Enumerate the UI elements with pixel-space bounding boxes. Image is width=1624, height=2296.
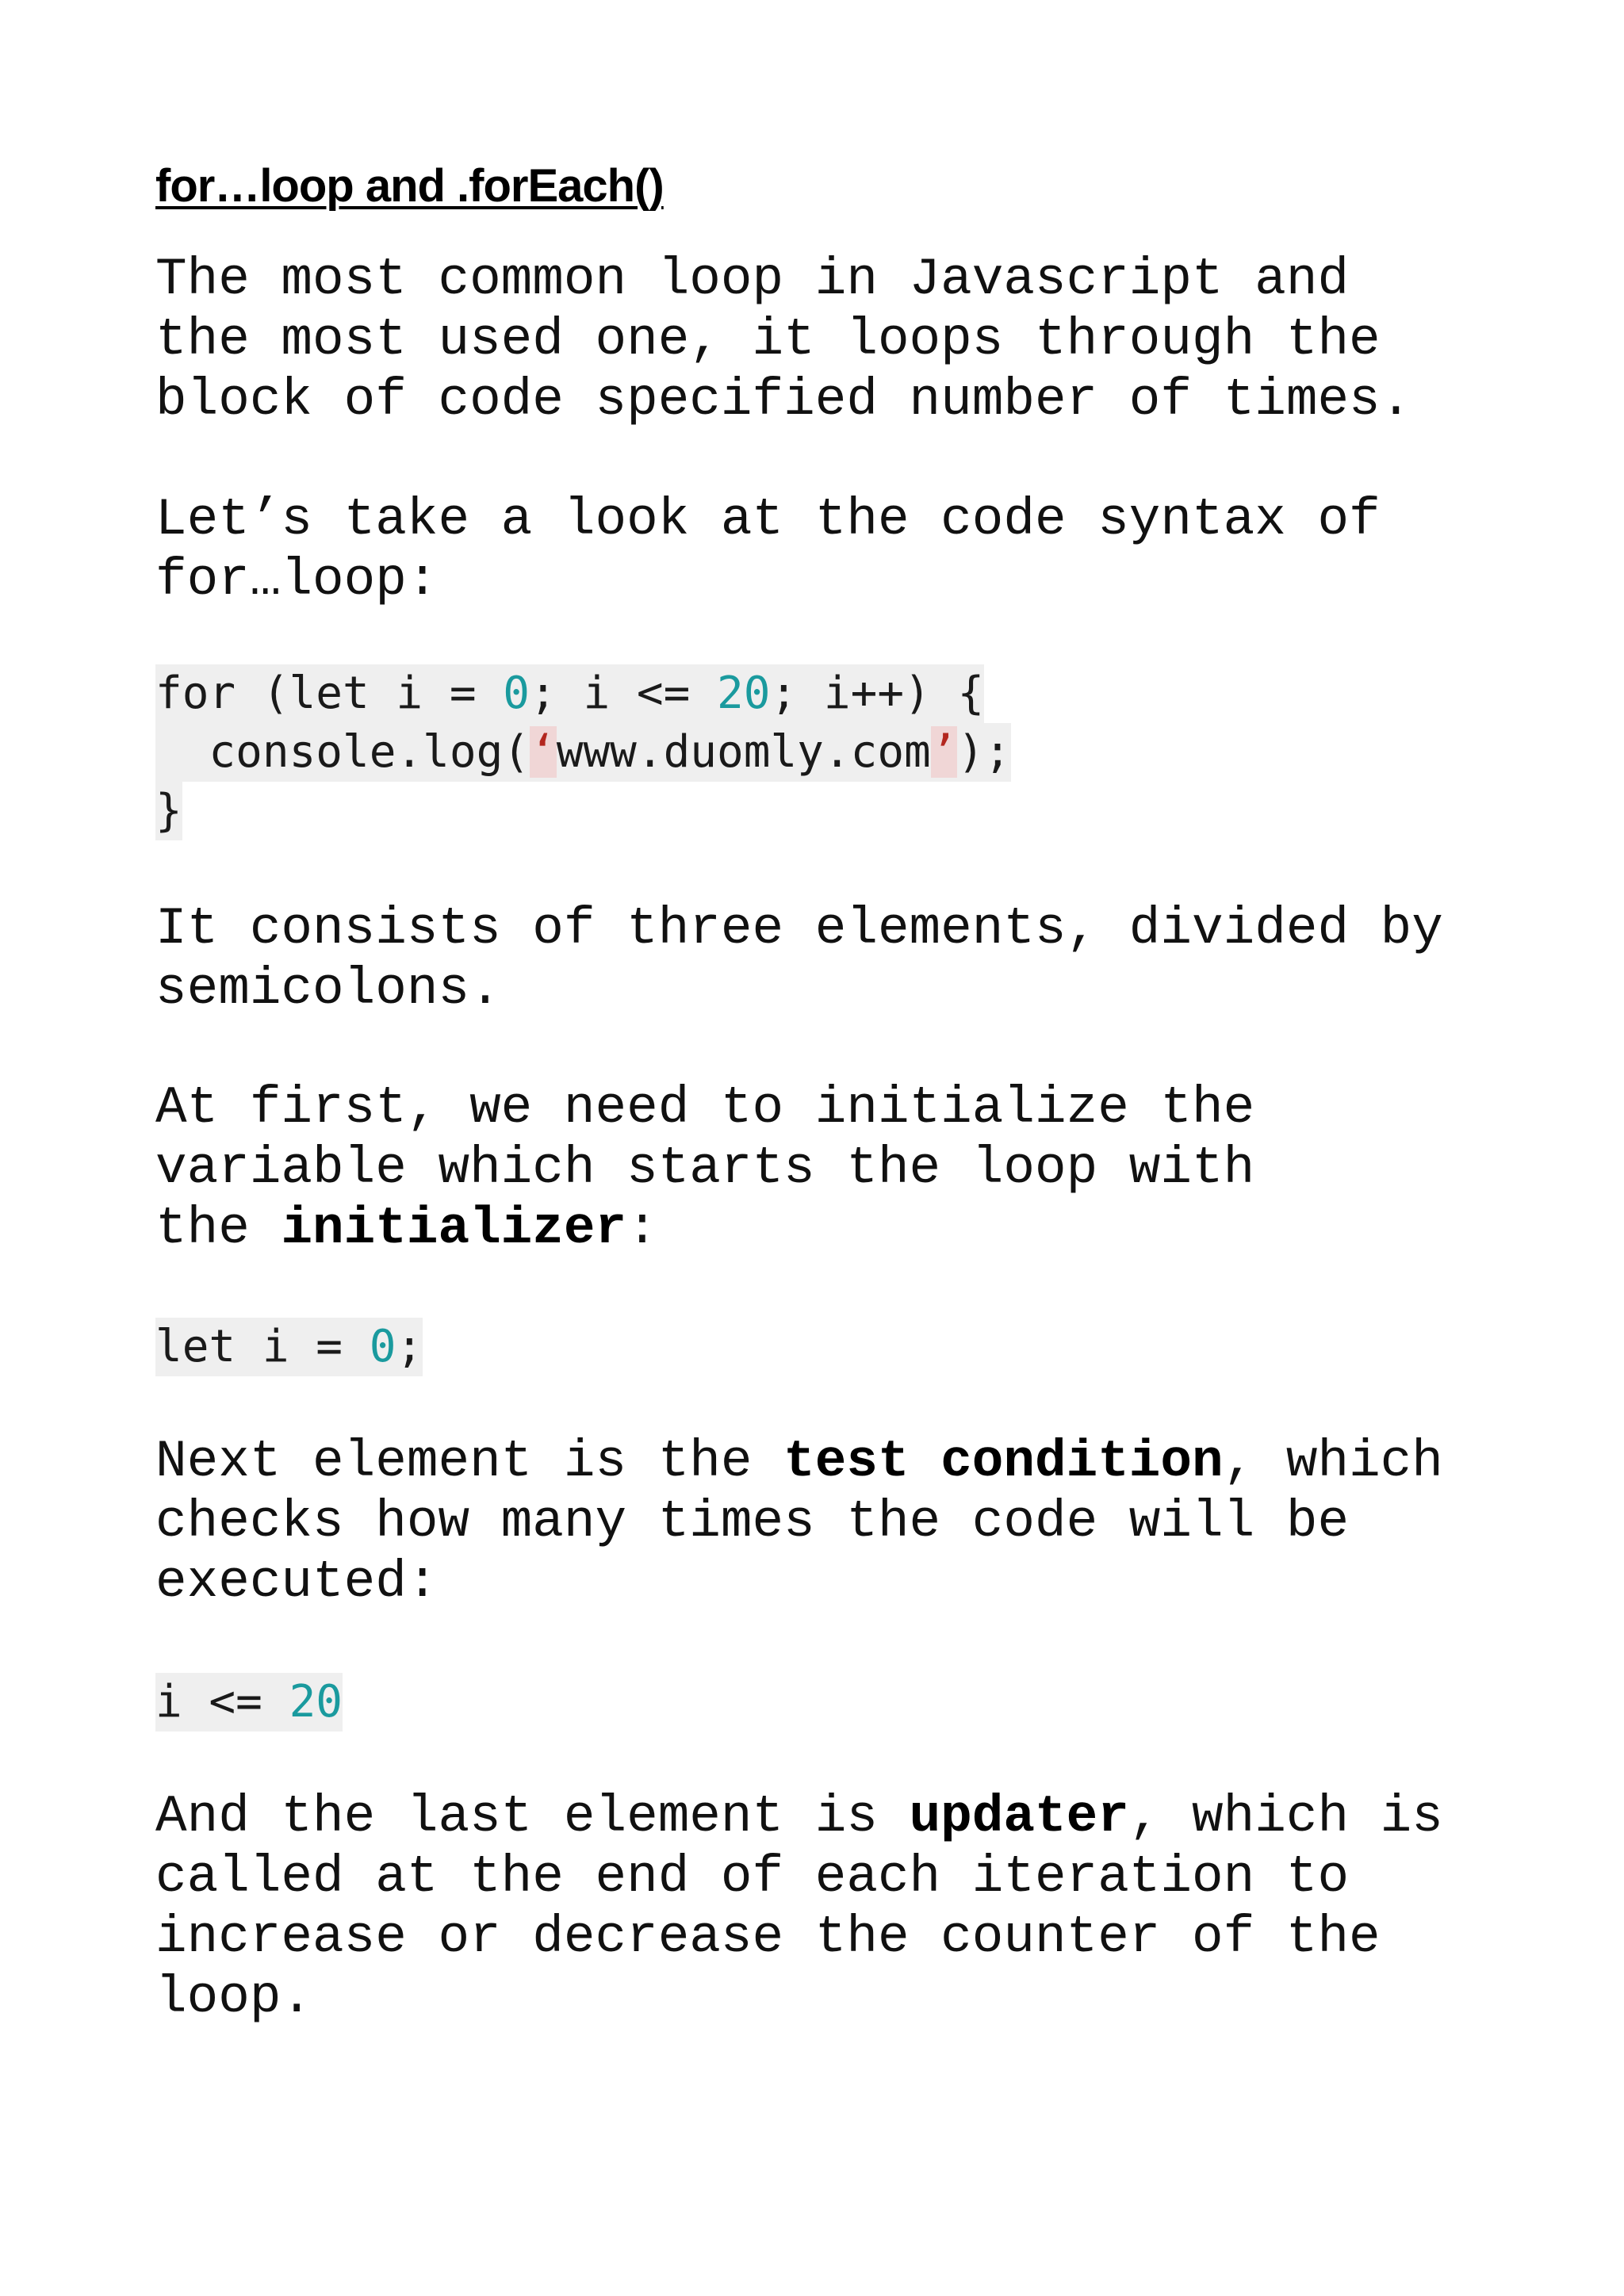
test-line-1 — [155, 1432, 1443, 1491]
syntax-intro-paragraph — [155, 490, 1381, 610]
updater-line-3: increase or decrease the counter of the — [155, 1908, 1381, 1967]
intro-line-2: the most used one, it loops through the — [155, 310, 1381, 369]
text: : — [626, 1199, 658, 1258]
code-number: 20 — [717, 668, 771, 719]
code-number: 0 — [369, 1321, 396, 1372]
syntax-intro-line-1: Let’s take a look at the code syntax of — [155, 490, 1381, 549]
code-line-1 — [155, 664, 984, 723]
code-text: i <= — [155, 1676, 289, 1728]
initializer-line-2: variable which starts the loop with — [155, 1138, 1255, 1198]
code-text: ; — [396, 1321, 423, 1372]
bold-term-initializer: initializer — [281, 1199, 627, 1258]
code-quote-close: ’ — [930, 726, 958, 778]
elements-line-1: It consists of three elements, divided by — [155, 899, 1443, 959]
elements-intro-paragraph — [155, 899, 1443, 1020]
text: And the last element is — [155, 1787, 910, 1846]
text: the — [155, 1199, 282, 1258]
code-quote-open: ‘ — [530, 726, 557, 778]
initializer-line-3 — [155, 1199, 658, 1258]
updater-line-4: loop. — [155, 1968, 313, 2027]
text: Next element is the — [155, 1432, 784, 1491]
initializer-line-1: At first, we need to initialize the — [155, 1078, 1255, 1138]
elements-line-2: semicolons. — [155, 959, 501, 1019]
intro-line-3: block of code specified number of times. — [155, 370, 1412, 430]
updater-paragraph — [155, 1787, 1443, 2028]
section-heading: for…loop and .forEach() — [155, 160, 664, 212]
code-line-3: } — [155, 782, 182, 840]
code-number: 20 — [289, 1676, 343, 1728]
code-line-2 — [155, 723, 1011, 782]
intro-paragraph — [155, 250, 1411, 430]
condition-code — [155, 1673, 343, 1732]
code-text: let i = — [155, 1321, 370, 1372]
test-line-2: checks how many times the code will be — [155, 1492, 1350, 1552]
test-condition-paragraph — [155, 1432, 1443, 1613]
code-text: for (let i = — [155, 668, 504, 719]
initializer-paragraph — [155, 1078, 1254, 1259]
updater-line-1 — [155, 1787, 1443, 1846]
text: , which is — [1128, 1787, 1443, 1846]
for-loop-code-block — [155, 664, 1011, 840]
cond-code-line — [155, 1673, 343, 1732]
bold-term-updater: updater — [909, 1787, 1129, 1846]
bold-term-test-condition: test condition — [783, 1432, 1224, 1491]
init-code-line — [155, 1318, 423, 1376]
initializer-code — [155, 1318, 423, 1376]
text: , which — [1223, 1432, 1443, 1491]
code-text: console.log( — [155, 726, 530, 778]
code-number: 0 — [503, 668, 530, 719]
test-line-3: executed: — [155, 1552, 439, 1612]
code-text: ; i++) { — [770, 668, 985, 719]
code-text: ; i <= — [530, 668, 718, 719]
updater-line-2: called at the end of each iteration to — [155, 1847, 1350, 1907]
intro-line-1: The most common loop in Javascript and — [155, 250, 1350, 309]
syntax-intro-line-2: for…loop: — [155, 550, 439, 610]
code-text: ); — [957, 726, 1011, 778]
code-string: www.duomly.com — [556, 726, 931, 778]
